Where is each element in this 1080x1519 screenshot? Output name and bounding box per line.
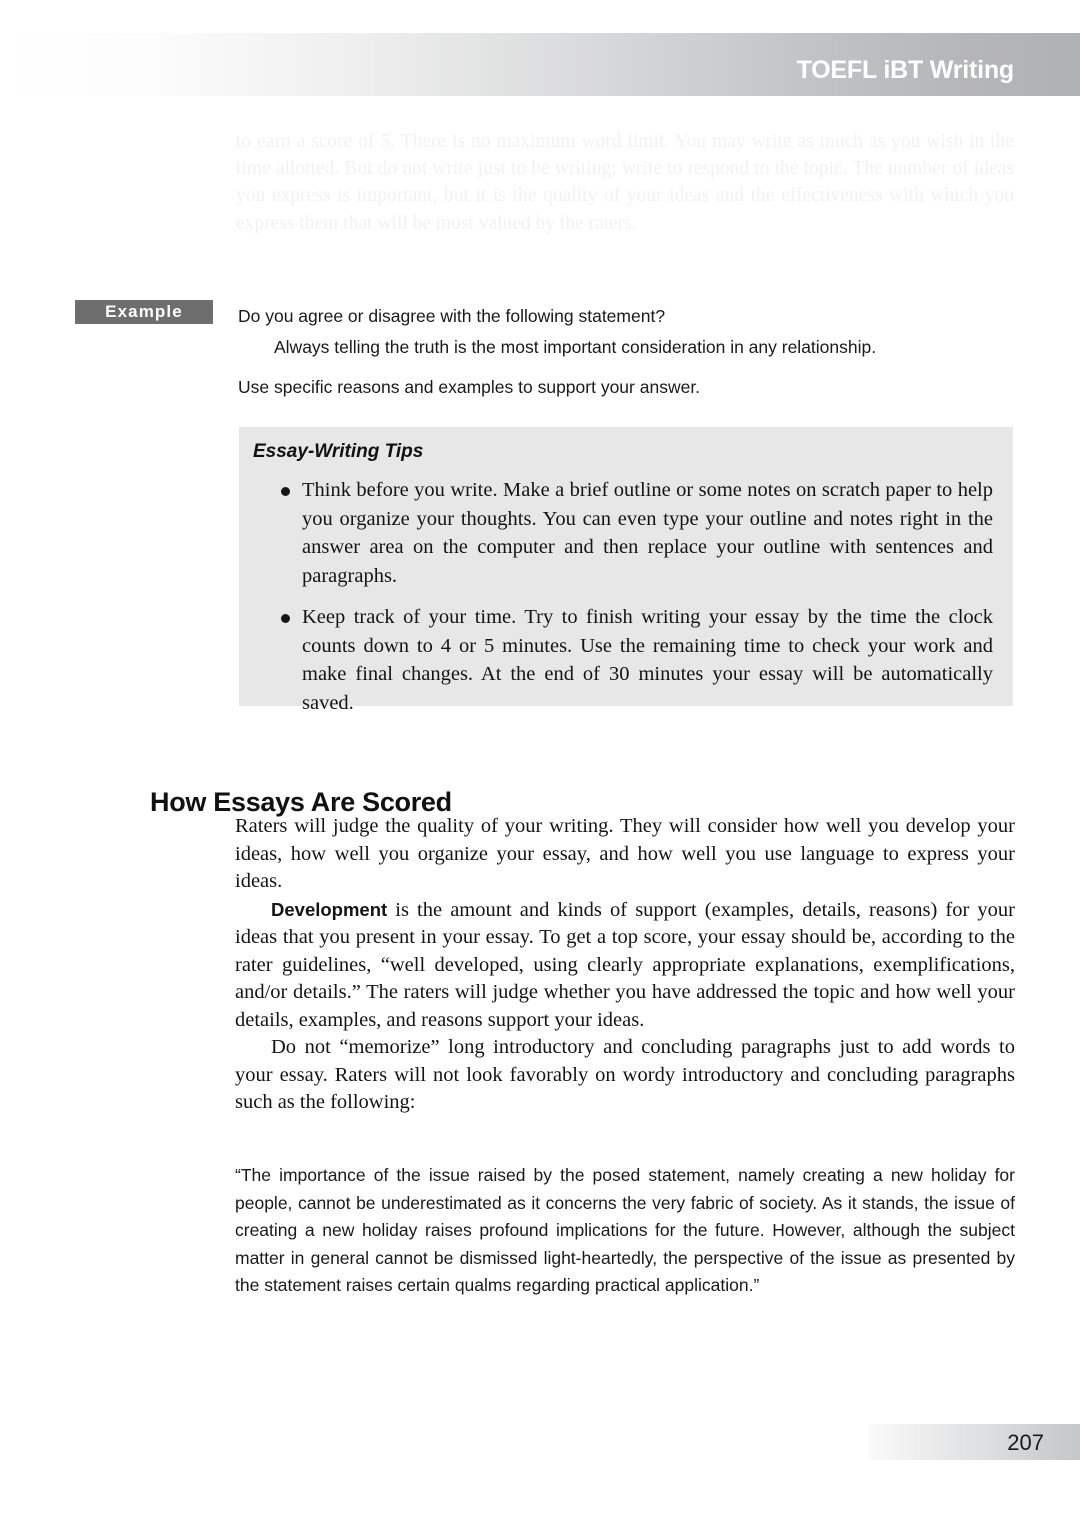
sample-wordy-paragraph-quote: “The importance of the issue raised by the posed statement, namely creating a new holiday for people, cannot be underestimated as it concerns the very fabric of society. As it stands, the issue of creating a new holiday raises profound implications for the future. However, although the subject matter in general cannot be dismissed light-heartedly, the perspective of the issue as presented by the statement raises certain qualms regarding practical application.” [235, 1165, 1015, 1295]
section-heading: How Essays Are Scored [150, 787, 452, 818]
tips-item-text: Keep track of your time. Try to finish writing your essay by the time the clock counts down to 4 or 5 minutes. Use the remaining time to check your work and make final changes. At the end of 30 minutes your essay will be automatically saved. [302, 606, 993, 714]
section-body [235, 813, 1015, 1117]
body-paragraph-3: Do not “memorize” long introductory and concluding paragraphs just to add words to your essay. Raters will not look favorably on wordy introductory and concluding paragraphs such as the following: [235, 1036, 1015, 1113]
tips-item-text: Think before you write. Make a brief outline or some notes on scratch paper to help you organize your thoughts. You can even type your outline and notes right in the answer area on the computer and then replace your outline with sentences and paragraphs. [302, 479, 993, 587]
tips-list [247, 476, 993, 717]
example-badge [75, 300, 213, 324]
example-statement: Always telling the truth is the most important consideration in any relationship. [274, 337, 877, 357]
example-directions: Use specific reasons and examples to support your answer. [238, 377, 701, 397]
faded-carryover-paragraph: to earn a score of 5. There is no maximum word limit. You may write as much as you wish in the time allotted. But do not write just to be writing; write to respond to the topic. The number of ideas you express is important, but it is the quality of your ideas and the effectiveness with which you express them that will be most valued by the raters. [236, 131, 1014, 234]
page-header-title: TOEFL iBT Writing [796, 56, 1014, 84]
tips-box-title: Essay-Writing Tips [253, 441, 424, 462]
footer-bar [868, 1424, 1080, 1460]
bullet-icon [281, 487, 290, 496]
page-number: 207 [1007, 1430, 1044, 1455]
body-paragraph-1: Raters will judge the quality of your writing. They will consider how well you develop your ideas, how well you organize your essay, and how well you use language to express your ideas. [235, 815, 1015, 892]
tips-list-item [247, 603, 993, 717]
body-paragraph-2-text: is the amount and kinds of support (examples, details, reasons) for your ideas that you present in your essay. To get a top score, your essay should be, according to the rater guidelines, “well developed, using clearly appropriate explanations, exemplifications, and/or details.” The raters will judge whether you have addressed the topic and how well your details, examples, and reasons support your ideas. [235, 898, 1015, 1031]
bullet-icon [281, 614, 290, 623]
essay-writing-tips-box [239, 427, 1013, 714]
term-development: Development [271, 898, 388, 920]
example-badge-label: Example [105, 302, 183, 321]
tips-list-item [247, 476, 993, 590]
body-paragraph-2 [235, 896, 1015, 1035]
example-question: Do you agree or disagree with the following statement? [238, 306, 666, 326]
